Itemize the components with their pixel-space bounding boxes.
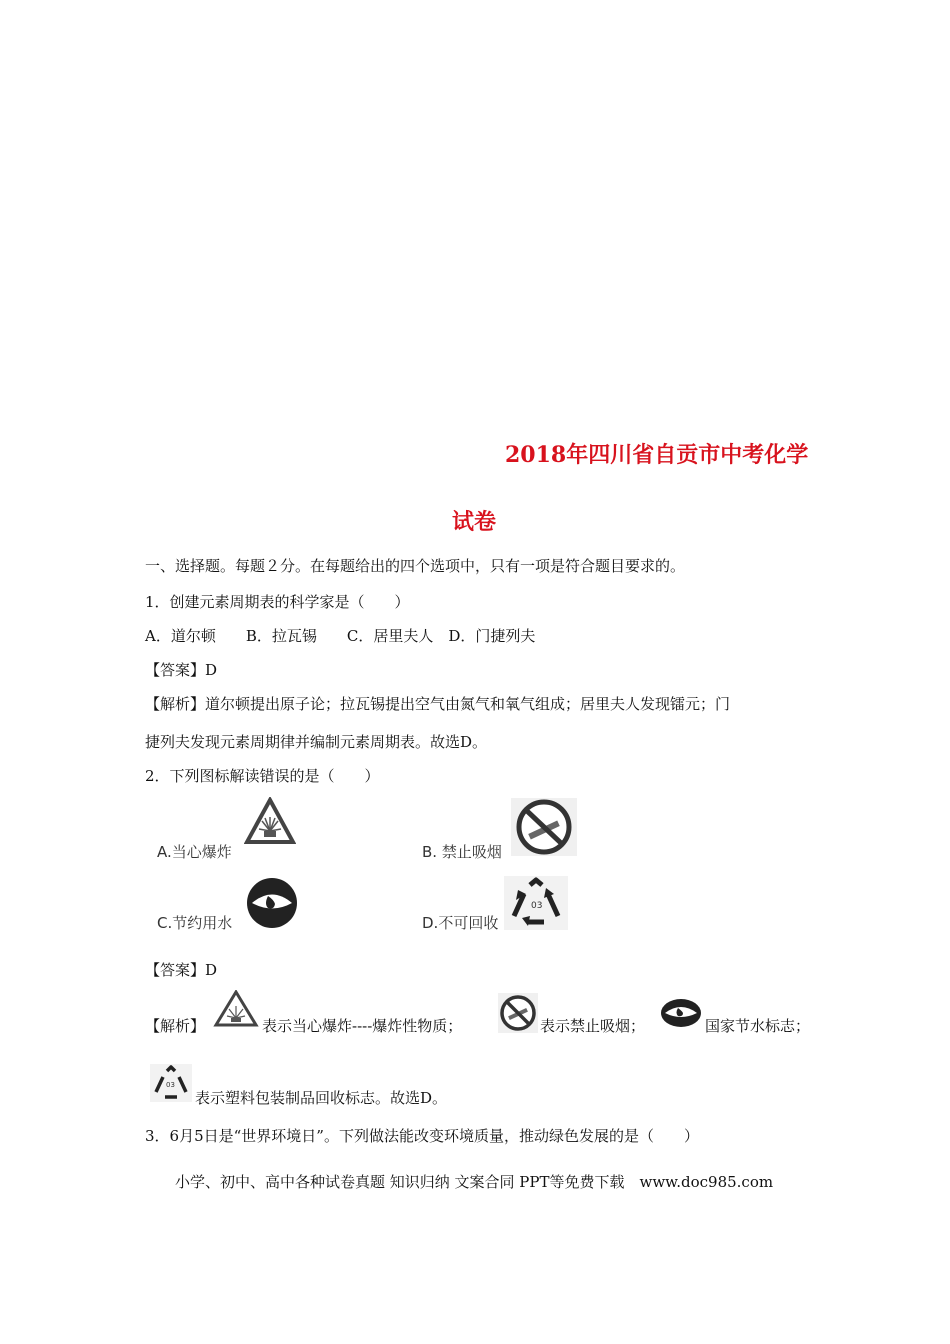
question-2-analysis-row1 (145, 1016, 205, 1036)
option-c-label: C.节约用水 (157, 914, 233, 932)
water-saving-icon (244, 876, 300, 934)
recycle-icon (150, 1064, 192, 1106)
question-1-analysis-line1: 【解析】道尔顿提出原子论；拉瓦锡提出空气由氮气和氧气组成；居里夫人发现镭元；门 (145, 695, 731, 713)
question-1: 1．创建元素周期表的科学家是（ ） (145, 593, 410, 611)
page-title-line1: 2018年四川省自贡市中考化学 (505, 442, 809, 468)
question-2-answer: 【答案】D (145, 961, 218, 979)
no-smoking-icon (510, 797, 578, 861)
option-d-label: D.不可回收 (422, 914, 499, 932)
analysis-part1: 表示当心爆炸----爆炸性物质； (262, 1017, 463, 1035)
question-1-answer: 【答案】D (145, 661, 218, 679)
page-title-line2: 试卷 (452, 509, 497, 535)
explosive-icon (213, 990, 259, 1032)
explosive-icon (244, 797, 296, 849)
question-1-analysis-line2: 捷列夫发现元素周期律并编制元素周期表。故选D。 (145, 733, 488, 751)
recycle-icon (504, 876, 568, 934)
water-saving-icon (660, 998, 702, 1032)
no-smoking-icon (498, 993, 538, 1037)
analysis-part4: 表示塑料包装制品回收标志。故选D。 (195, 1089, 448, 1107)
analysis-part3: 国家节水标志； (705, 1017, 811, 1035)
svg-text:03: 03 (166, 1081, 175, 1089)
svg-text:03: 03 (531, 901, 543, 911)
option-b-label: B. 禁止吸烟 (422, 843, 502, 861)
question-1-options: A．道尔顿 B．拉瓦锡 C．居里夫人 D．门捷列夫 (145, 627, 536, 645)
question-2: 2．下列图标解读错误的是（ ） (145, 767, 380, 785)
analysis-part2: 表示禁止吸烟； (540, 1017, 646, 1035)
question-3: 3．6月5日是“世界环境日”。下列做法能改变环境质量，推动绿色发展的是（ ） (145, 1127, 699, 1145)
page-footer: 小学、初中、高中各种试卷真题 知识归纳 文案合同 PPT等免费下载 www.doc985.com (175, 1173, 774, 1191)
section-heading: 一、选择题。每题２分。在每题给出的四个选项中，只有一项是符合题目要求的。 (145, 557, 686, 575)
analysis-prefix: 【解析】 (145, 1017, 206, 1035)
option-a-label: A.当心爆炸 (157, 843, 232, 861)
